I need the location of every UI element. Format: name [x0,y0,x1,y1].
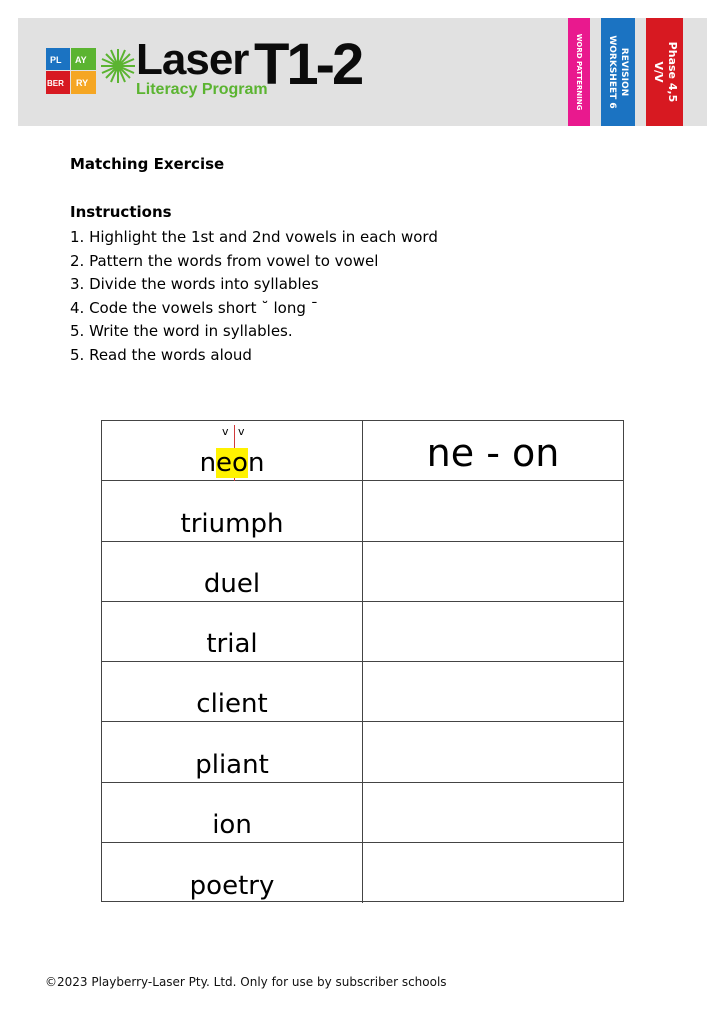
tag-label: WORD PATTERNING [575,33,583,111]
answer-cell[interactable] [363,481,623,540]
instruction-item: 4. Code the vowels short ˘ long ¯ [70,298,319,317]
word: client [196,689,268,720]
phase-tag [646,18,683,126]
table-row [102,602,623,662]
word-part: n [247,448,265,479]
vowel-mark: v [238,425,245,438]
answer-cell[interactable] [363,662,623,721]
worksheet-header [18,18,707,126]
word-cell [102,662,363,721]
instruction-item: 2. Pattern the words from vowel to vowel [70,251,379,270]
example-word [102,448,362,478]
puzzle-letter: PL [50,55,62,65]
word: pliant [195,749,269,780]
table-row [102,662,623,722]
puzzle-letter: BER [47,79,64,88]
brand-subtitle: Literacy Program [136,81,268,98]
instruction-item: 1. Highlight the 1st and 2nd vowels in each word [70,228,438,246]
instructions-title: Instructions [70,203,172,221]
table-row [102,783,623,843]
instructions-list [70,226,438,367]
tag-label: V/V [651,61,665,83]
word: ion [212,809,252,840]
instruction-item: 5. Write the word in syllables. [70,322,293,340]
example-answer: ne - on [426,431,560,475]
table-row-example [102,421,623,481]
word-cell [102,421,363,480]
answer-cell[interactable] [363,783,623,842]
word-cell [102,783,363,842]
playberry-puzzle-logo [46,48,96,94]
word-cell [102,843,363,903]
word: triumph [180,508,284,539]
tag-label: Phase 4,5 [665,41,679,103]
table-row [102,722,623,782]
tag-label: REVISION [619,47,629,97]
brand-level-code: T1-2 [254,32,362,97]
answer-cell[interactable] [363,843,623,903]
word-cell [102,542,363,601]
highlighted-vowels: eo [216,448,248,479]
exercise-title: Matching Exercise [70,155,225,173]
table-row [102,481,623,541]
word-cell [102,602,363,661]
brand-name: Laser [136,35,249,84]
word: poetry [189,871,275,901]
word-cell [102,481,363,540]
puzzle-letter: RY [76,78,89,88]
instruction-item: 5. Read the words aloud [70,345,252,364]
word: duel [203,568,261,599]
copyright-footer: ©2023 Playberry-Laser Pty. Ltd. Only for use by subscriber schools [45,975,447,989]
word-patterning-tag [568,18,590,126]
answer-cell[interactable] [363,602,623,661]
instruction-item: 3. Divide the words into syllables [70,275,319,293]
answer-cell[interactable] [363,542,623,601]
table-row [102,843,623,903]
vowel-mark: v [222,425,229,438]
answer-cell[interactable] [363,421,623,480]
word-part: n [199,448,217,479]
worksheet-tag [601,18,635,126]
table-row [102,542,623,602]
answer-cell[interactable] [363,722,623,781]
word: trial [206,629,258,659]
laser-burst-icon [100,48,136,84]
syllable-table [101,420,624,902]
word-cell [102,722,363,781]
tag-label: WORKSHEET 6 [607,35,617,109]
puzzle-letter: AY [75,55,87,65]
